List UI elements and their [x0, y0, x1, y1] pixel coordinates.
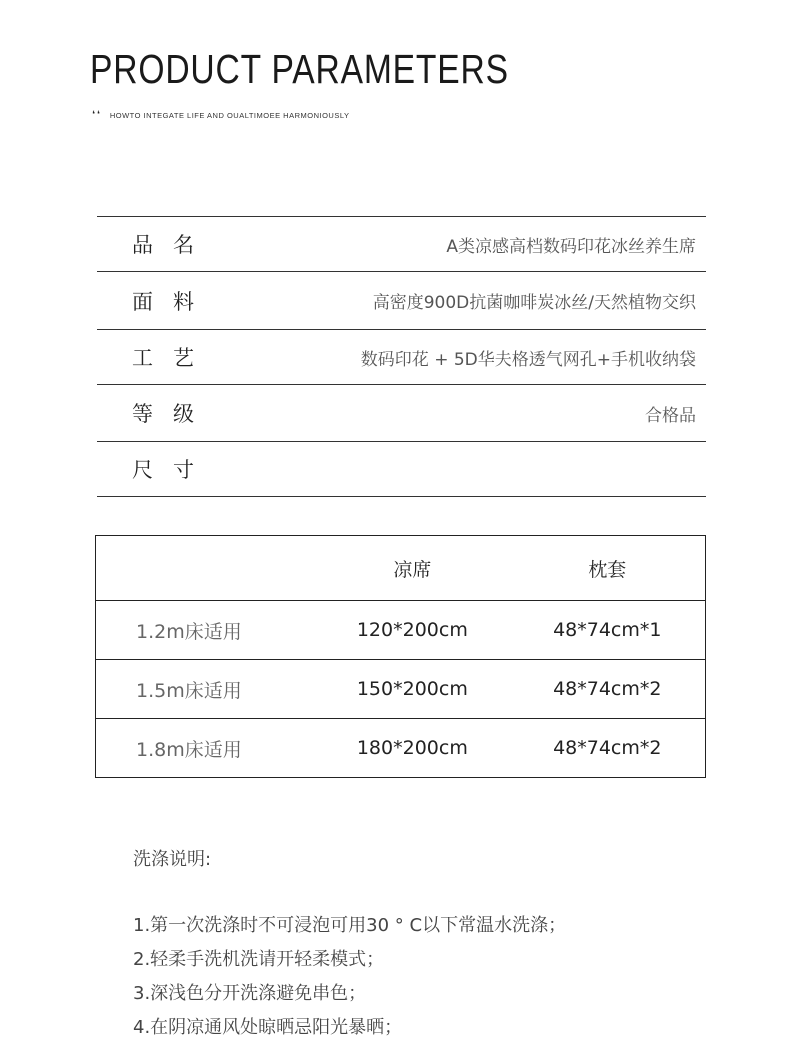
size-table: [95, 535, 706, 778]
table-cell: 48*74cm*1: [510, 601, 706, 660]
param-value: 数码印花 + 5D华夫格透气网孔+手机收纳袋: [360, 349, 696, 370]
table-header-row: [96, 536, 706, 601]
param-label: 尺寸: [132, 458, 214, 482]
subtitle-row: [92, 111, 349, 120]
table-header-cell: 凉席: [315, 536, 509, 601]
param-row-fabric: [97, 272, 706, 330]
table-header-cell: [96, 536, 316, 601]
list-item: 4.在阴凉通风处晾晒忌阳光暴晒；: [133, 1017, 403, 1038]
param-row-size: [97, 442, 706, 497]
param-label: 品名: [132, 233, 214, 257]
param-value: 高密度900D抗菌咖啡炭冰丝/天然植物交织: [372, 293, 696, 313]
table-row: [96, 601, 706, 660]
param-label: 面料: [132, 289, 214, 314]
param-row-craft: [97, 330, 706, 385]
param-row-name: [97, 217, 706, 272]
table-cell: 1.8m床适用: [136, 738, 242, 761]
table-cell: 48*74cm*2: [510, 660, 706, 719]
param-row-grade: [97, 385, 706, 442]
list-item: 3.深浅色分开洗涤避免串色；: [133, 983, 367, 1004]
list-item: 2.轻柔手洗机洗请开轻柔模式；: [133, 949, 385, 970]
table-cell: 120*200cm: [315, 601, 509, 660]
table-cell: 180*200cm: [356, 737, 468, 759]
table-cell: 48*74cm*2: [553, 737, 662, 759]
quote-icon: ❛❛: [92, 110, 102, 120]
param-value: A类凉感高档数码印花冰丝养生席: [446, 236, 696, 257]
subtitle: HOWTO INTEGATE LIFE AND OUALTIMOEE HARMONIOUSLY: [109, 111, 350, 120]
table-cell: 1.5m床适用: [96, 660, 316, 719]
table-header-cell: 枕套: [510, 536, 706, 601]
care-title: 洗涤说明:: [133, 849, 212, 870]
param-value: 合格品: [645, 405, 696, 426]
page-title: PRODUCT PARAMETERS: [90, 46, 509, 92]
param-label: 工艺: [132, 346, 214, 370]
param-label: 等级: [132, 402, 214, 426]
table-cell: 150*200cm: [315, 660, 509, 719]
table-cell: 1.2m床适用: [96, 601, 316, 660]
table-row: [96, 660, 706, 719]
parameter-list: [97, 216, 706, 497]
list-item: 1.第一次洗涤时不可浸泡可用30 ° C以下常温水洗涤；: [133, 915, 567, 936]
table-row: [96, 719, 706, 778]
care-instructions: [133, 845, 566, 1049]
